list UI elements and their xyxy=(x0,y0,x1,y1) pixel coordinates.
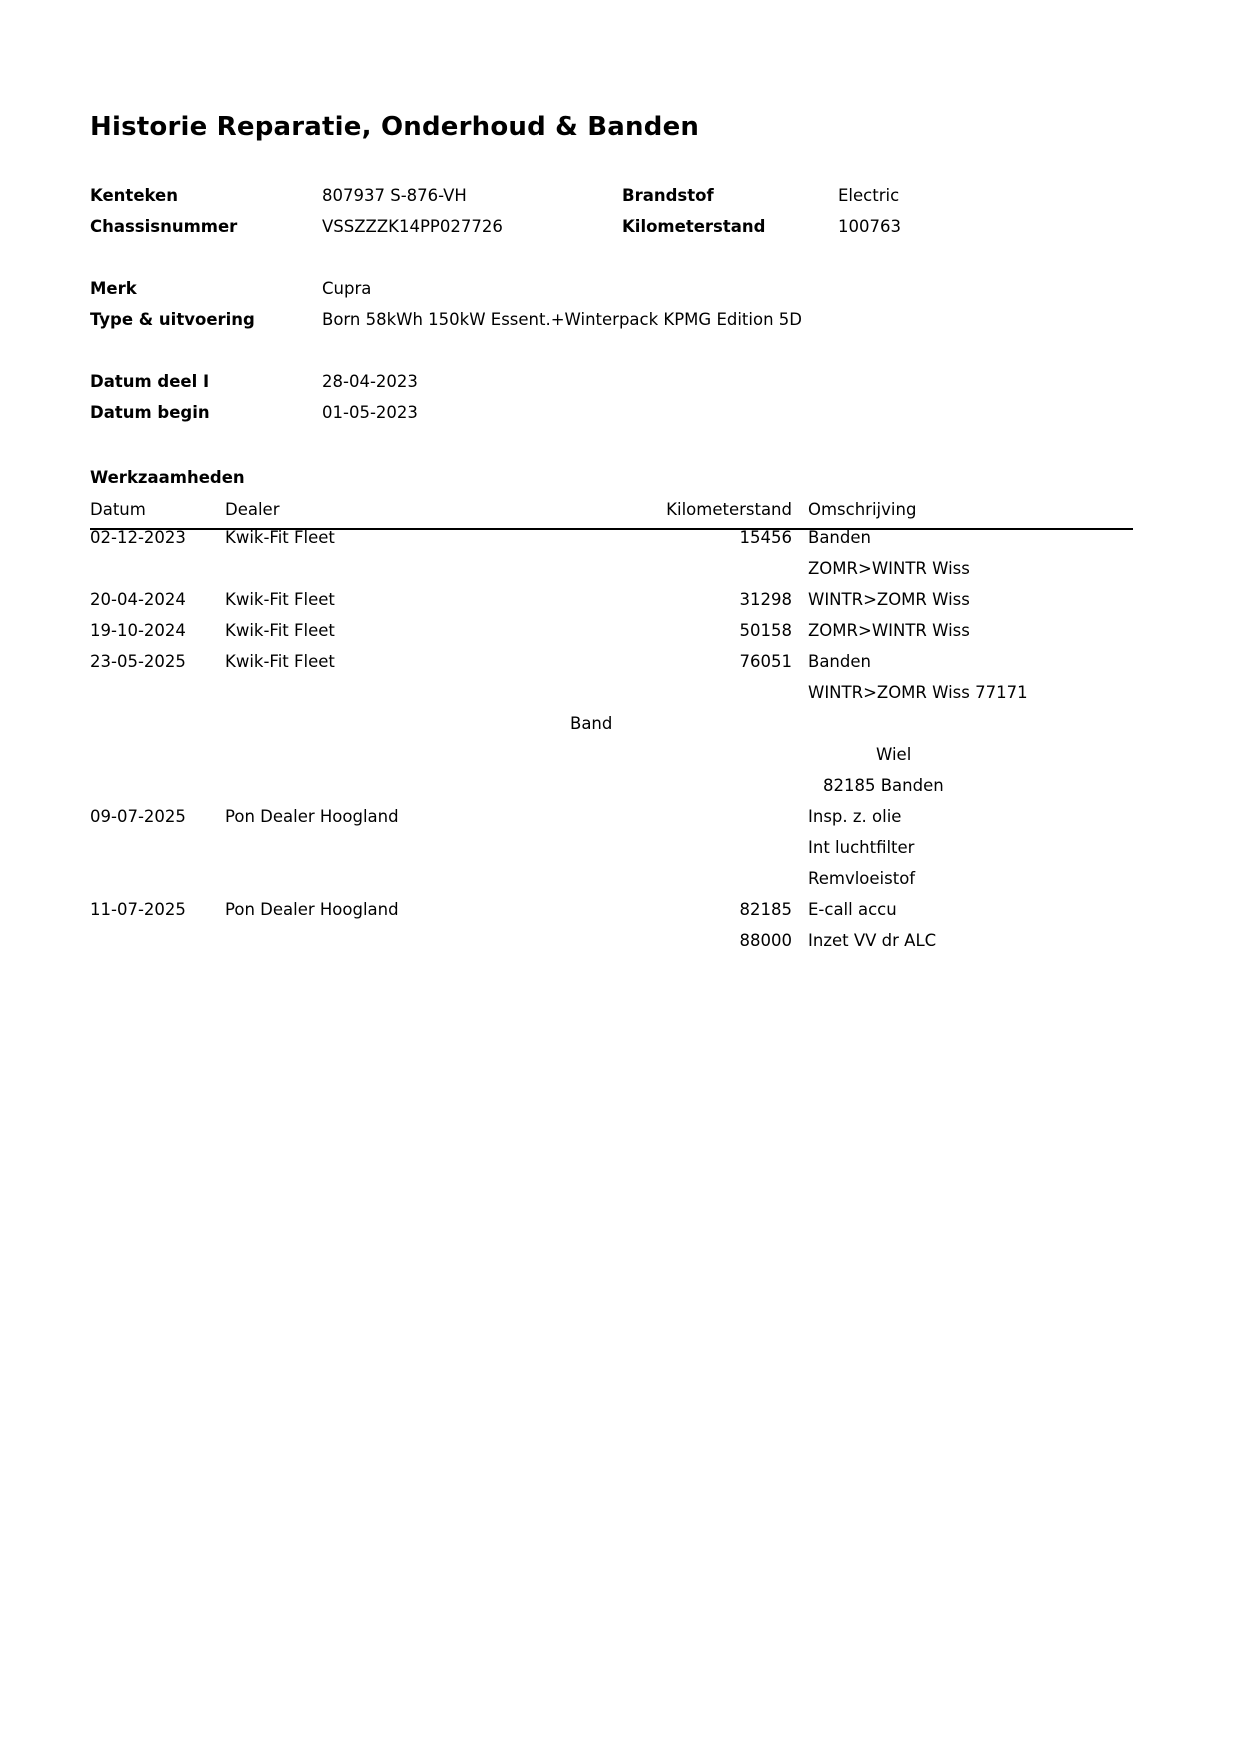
column-header-km: Kilometerstand xyxy=(666,500,792,519)
cell-description: Wiel xyxy=(876,745,912,764)
cell-description: E-call accu xyxy=(808,900,897,919)
table-row xyxy=(90,900,1140,931)
cell-date: 02-12-2023 xyxy=(90,528,186,547)
works-table xyxy=(90,500,1140,962)
column-header-dealer: Dealer xyxy=(225,500,280,519)
table-row xyxy=(90,652,1140,683)
cell-dealer: Kwik-Fit Fleet xyxy=(225,652,335,671)
cell-km: 31298 xyxy=(739,590,792,609)
table-row xyxy=(90,776,1140,807)
value-kenteken: 807937 S-876-VH xyxy=(322,186,467,205)
vehicle-info-block xyxy=(90,186,1150,434)
works-heading: Werkzaamheden xyxy=(90,468,245,487)
cell-km: 88000 xyxy=(739,931,792,950)
cell-description: ZOMR>WINTR Wiss xyxy=(808,559,970,578)
table-row xyxy=(90,621,1140,652)
info-row xyxy=(90,310,1150,341)
label-kilometerstand: Kilometerstand xyxy=(622,217,766,236)
table-row xyxy=(90,683,1140,714)
cell-date: 09-07-2025 xyxy=(90,807,186,826)
cell-date: 20-04-2024 xyxy=(90,590,186,609)
cell-date: 23-05-2025 xyxy=(90,652,186,671)
table-row xyxy=(90,528,1140,559)
cell-dealer: Pon Dealer Hoogland xyxy=(225,900,399,919)
table-row xyxy=(90,714,1140,745)
cell-dealer: Kwik-Fit Fleet xyxy=(225,528,335,547)
cell-description: Remvloeistof xyxy=(808,869,916,888)
label-merk: Merk xyxy=(90,279,137,298)
label-chassisnummer: Chassisnummer xyxy=(90,217,238,236)
cell-description: Insp. z. olie xyxy=(808,807,902,826)
value-datum-deel-i: 28-04-2023 xyxy=(322,372,418,391)
table-row xyxy=(90,838,1140,869)
table-row xyxy=(90,590,1140,621)
cell-description: ZOMR>WINTR Wiss xyxy=(808,621,970,640)
label-kenteken: Kenteken xyxy=(90,186,178,205)
info-row xyxy=(90,186,1150,217)
value-chassisnummer: VSSZZZK14PP027726 xyxy=(322,217,503,236)
label-datum-deel-i: Datum deel I xyxy=(90,372,210,391)
column-header-description: Omschrijving xyxy=(808,500,917,519)
info-row xyxy=(90,372,1150,403)
value-merk: Cupra xyxy=(322,279,372,298)
info-spacer xyxy=(90,248,1150,279)
cell-km: 50158 xyxy=(739,621,792,640)
table-row xyxy=(90,869,1140,900)
table-row xyxy=(90,745,1140,776)
cell-description: WINTR>ZOMR Wiss xyxy=(808,590,970,609)
info-row xyxy=(90,279,1150,310)
value-kilometerstand: 100763 xyxy=(838,217,901,236)
table-row xyxy=(90,807,1140,838)
table-row xyxy=(90,931,1140,962)
column-header-date: Datum xyxy=(90,500,146,519)
cell-description: Int luchtfilter xyxy=(808,838,915,857)
cell-description: Banden xyxy=(808,652,871,671)
cell-description: 82185 Banden xyxy=(823,776,944,795)
value-type-uitvoering: Born 58kWh 150kW Essent.+Winterpack KPMG Edition 5D xyxy=(322,310,802,329)
cell-date: 19-10-2024 xyxy=(90,621,186,640)
page-title: Historie Reparatie, Onderhoud & Banden xyxy=(90,112,700,142)
cell-description: WINTR>ZOMR Wiss 77171 xyxy=(808,683,1028,702)
info-row xyxy=(90,217,1150,248)
cell-km: 82185 xyxy=(739,900,792,919)
info-spacer xyxy=(90,341,1150,372)
info-row xyxy=(90,403,1150,434)
cell-dealer: Pon Dealer Hoogland xyxy=(225,807,399,826)
table-header-row xyxy=(90,500,1140,528)
cell-km: 15456 xyxy=(739,528,792,547)
cell-km: 76051 xyxy=(739,652,792,671)
cell-km: Band xyxy=(570,714,613,733)
cell-date: 11-07-2025 xyxy=(90,900,186,919)
label-brandstof: Brandstof xyxy=(622,186,714,205)
cell-dealer: Kwik-Fit Fleet xyxy=(225,621,335,640)
table-row xyxy=(90,559,1140,590)
label-datum-begin: Datum begin xyxy=(90,403,210,422)
label-type-uitvoering: Type & uitvoering xyxy=(90,310,255,329)
cell-description: Banden xyxy=(808,528,871,547)
cell-dealer: Kwik-Fit Fleet xyxy=(225,590,335,609)
cell-description: Inzet VV dr ALC xyxy=(808,931,937,950)
value-datum-begin: 01-05-2023 xyxy=(322,403,418,422)
value-brandstof: Electric xyxy=(838,186,900,205)
